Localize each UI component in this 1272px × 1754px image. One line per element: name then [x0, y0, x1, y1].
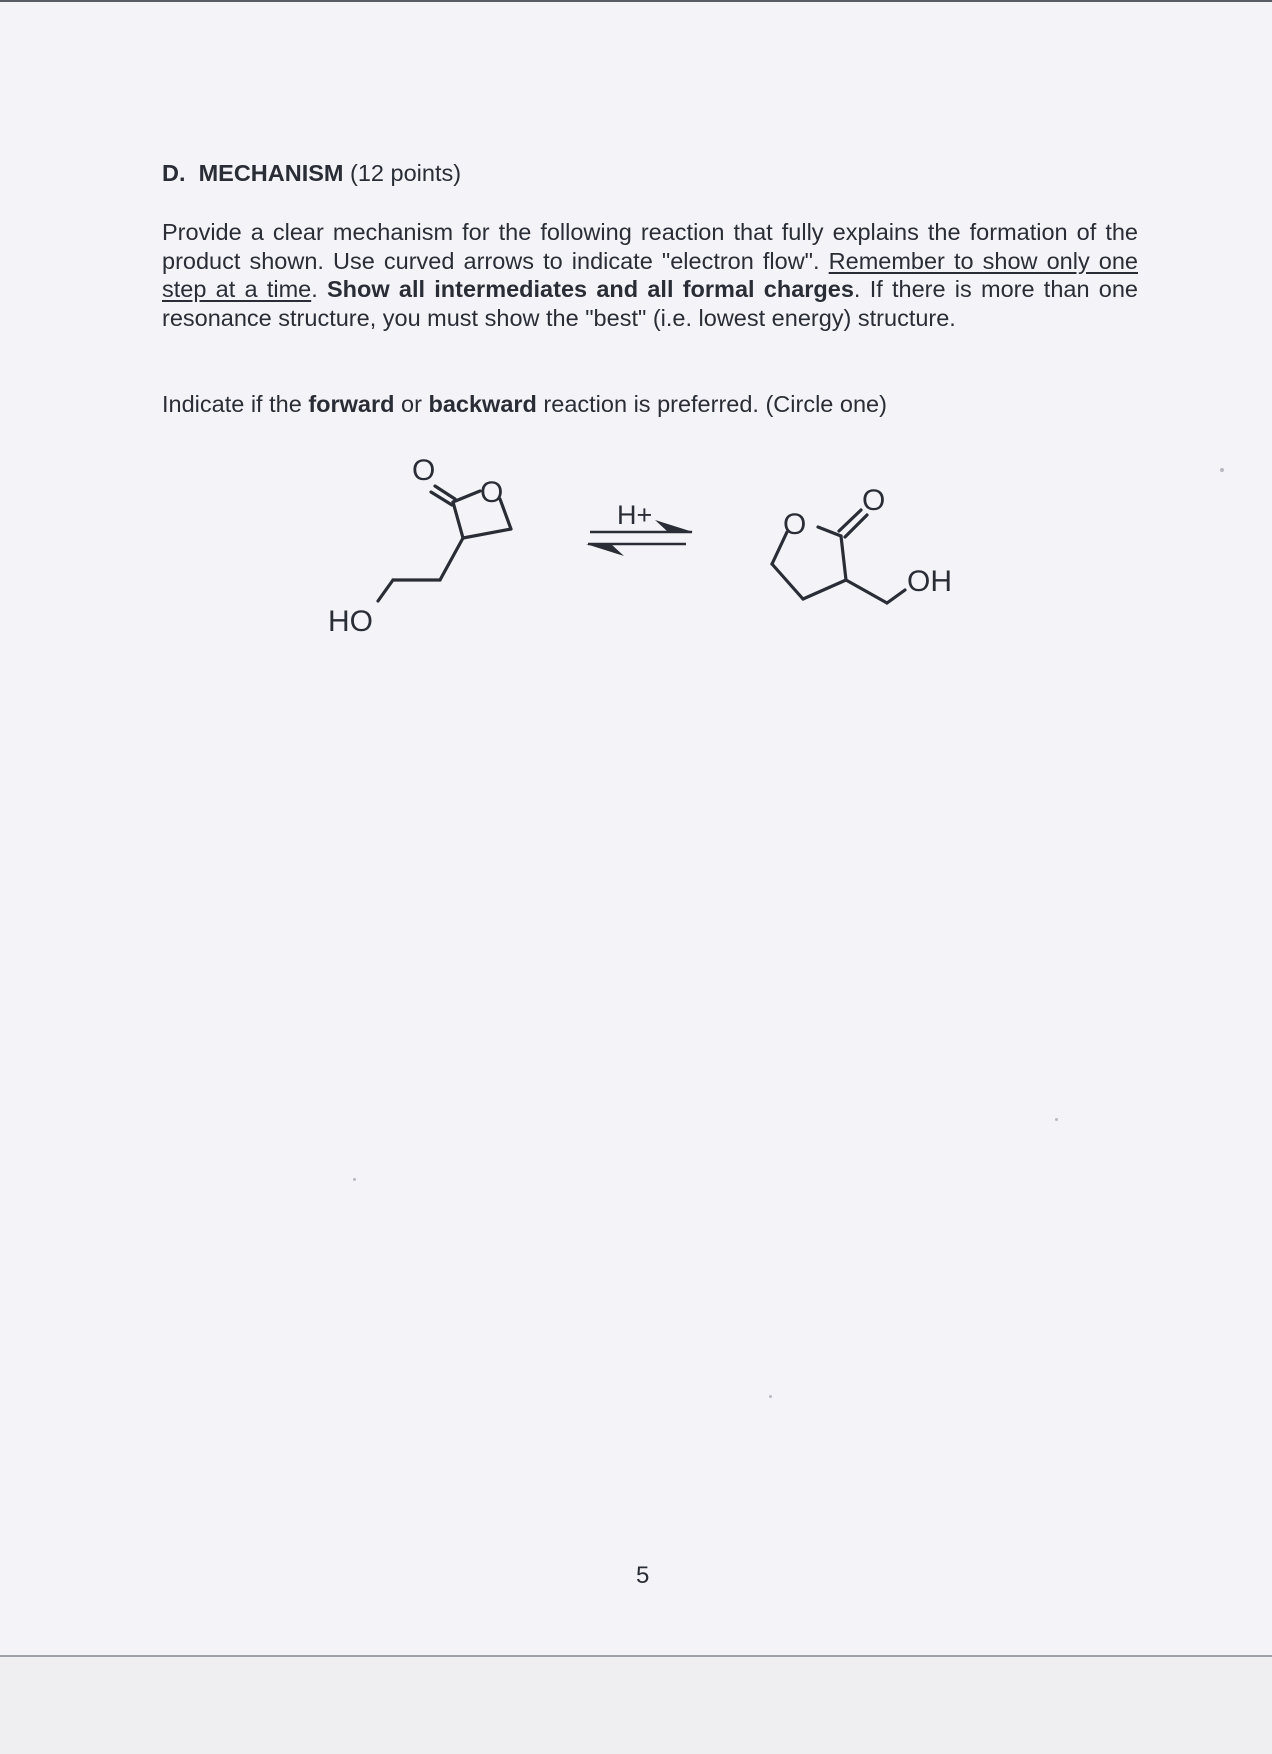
indicate-line	[162, 390, 1138, 419]
indicate-text-2: or	[394, 391, 429, 417]
reactant-ring-o: O	[480, 476, 504, 509]
reactant-carbonyl-o: O	[412, 454, 436, 487]
scan-background	[0, 1655, 1272, 1754]
page-number: 5	[636, 1562, 650, 1589]
section-heading	[162, 159, 1138, 188]
forward-option[interactable]: forward	[308, 391, 395, 417]
backward-option[interactable]: backward	[428, 391, 537, 417]
scan-speck	[1055, 1118, 1058, 1121]
instructions-paragraph	[162, 218, 1138, 332]
section-points: (12 points)	[350, 160, 462, 186]
catalyst-label: H+	[617, 500, 653, 530]
indicate-text-1: Indicate if the	[162, 391, 309, 417]
instructions-text-3: . If there is more than one resonance structure, you must show the "best" (i.e. lowest energy) structure.	[162, 276, 1138, 331]
backward-arrow-head	[586, 544, 624, 556]
section-letter: D.	[162, 160, 186, 186]
product-carbonyl-o: O	[862, 484, 886, 517]
forward-arrow-head	[655, 520, 693, 532]
scan-speck	[769, 1395, 772, 1398]
scan-speck	[353, 1178, 356, 1181]
indicate-text-3: reaction is preferred. (Circle one)	[536, 391, 887, 417]
instructions-underlined: Remember to show only one step at a time	[162, 247, 1138, 302]
instructions-text-2: .	[311, 276, 327, 302]
scan-top-edge	[0, 0, 1272, 2]
reaction-scheme	[300, 440, 1020, 650]
scan-speck	[1220, 468, 1224, 472]
instructions-bold: Show all intermediates and all formal charges	[327, 276, 854, 302]
instructions-text-1: Provide a clear mechanism for the following reaction that fully explains the formation of the product shown. Use curved arrows to indicate "electron flow".	[162, 219, 1138, 274]
product-hydroxyl: OH	[907, 565, 952, 598]
section-title: MECHANISM	[198, 160, 344, 186]
reactant-hydroxyl: HO	[328, 605, 373, 638]
product-ring-o: O	[783, 508, 807, 541]
